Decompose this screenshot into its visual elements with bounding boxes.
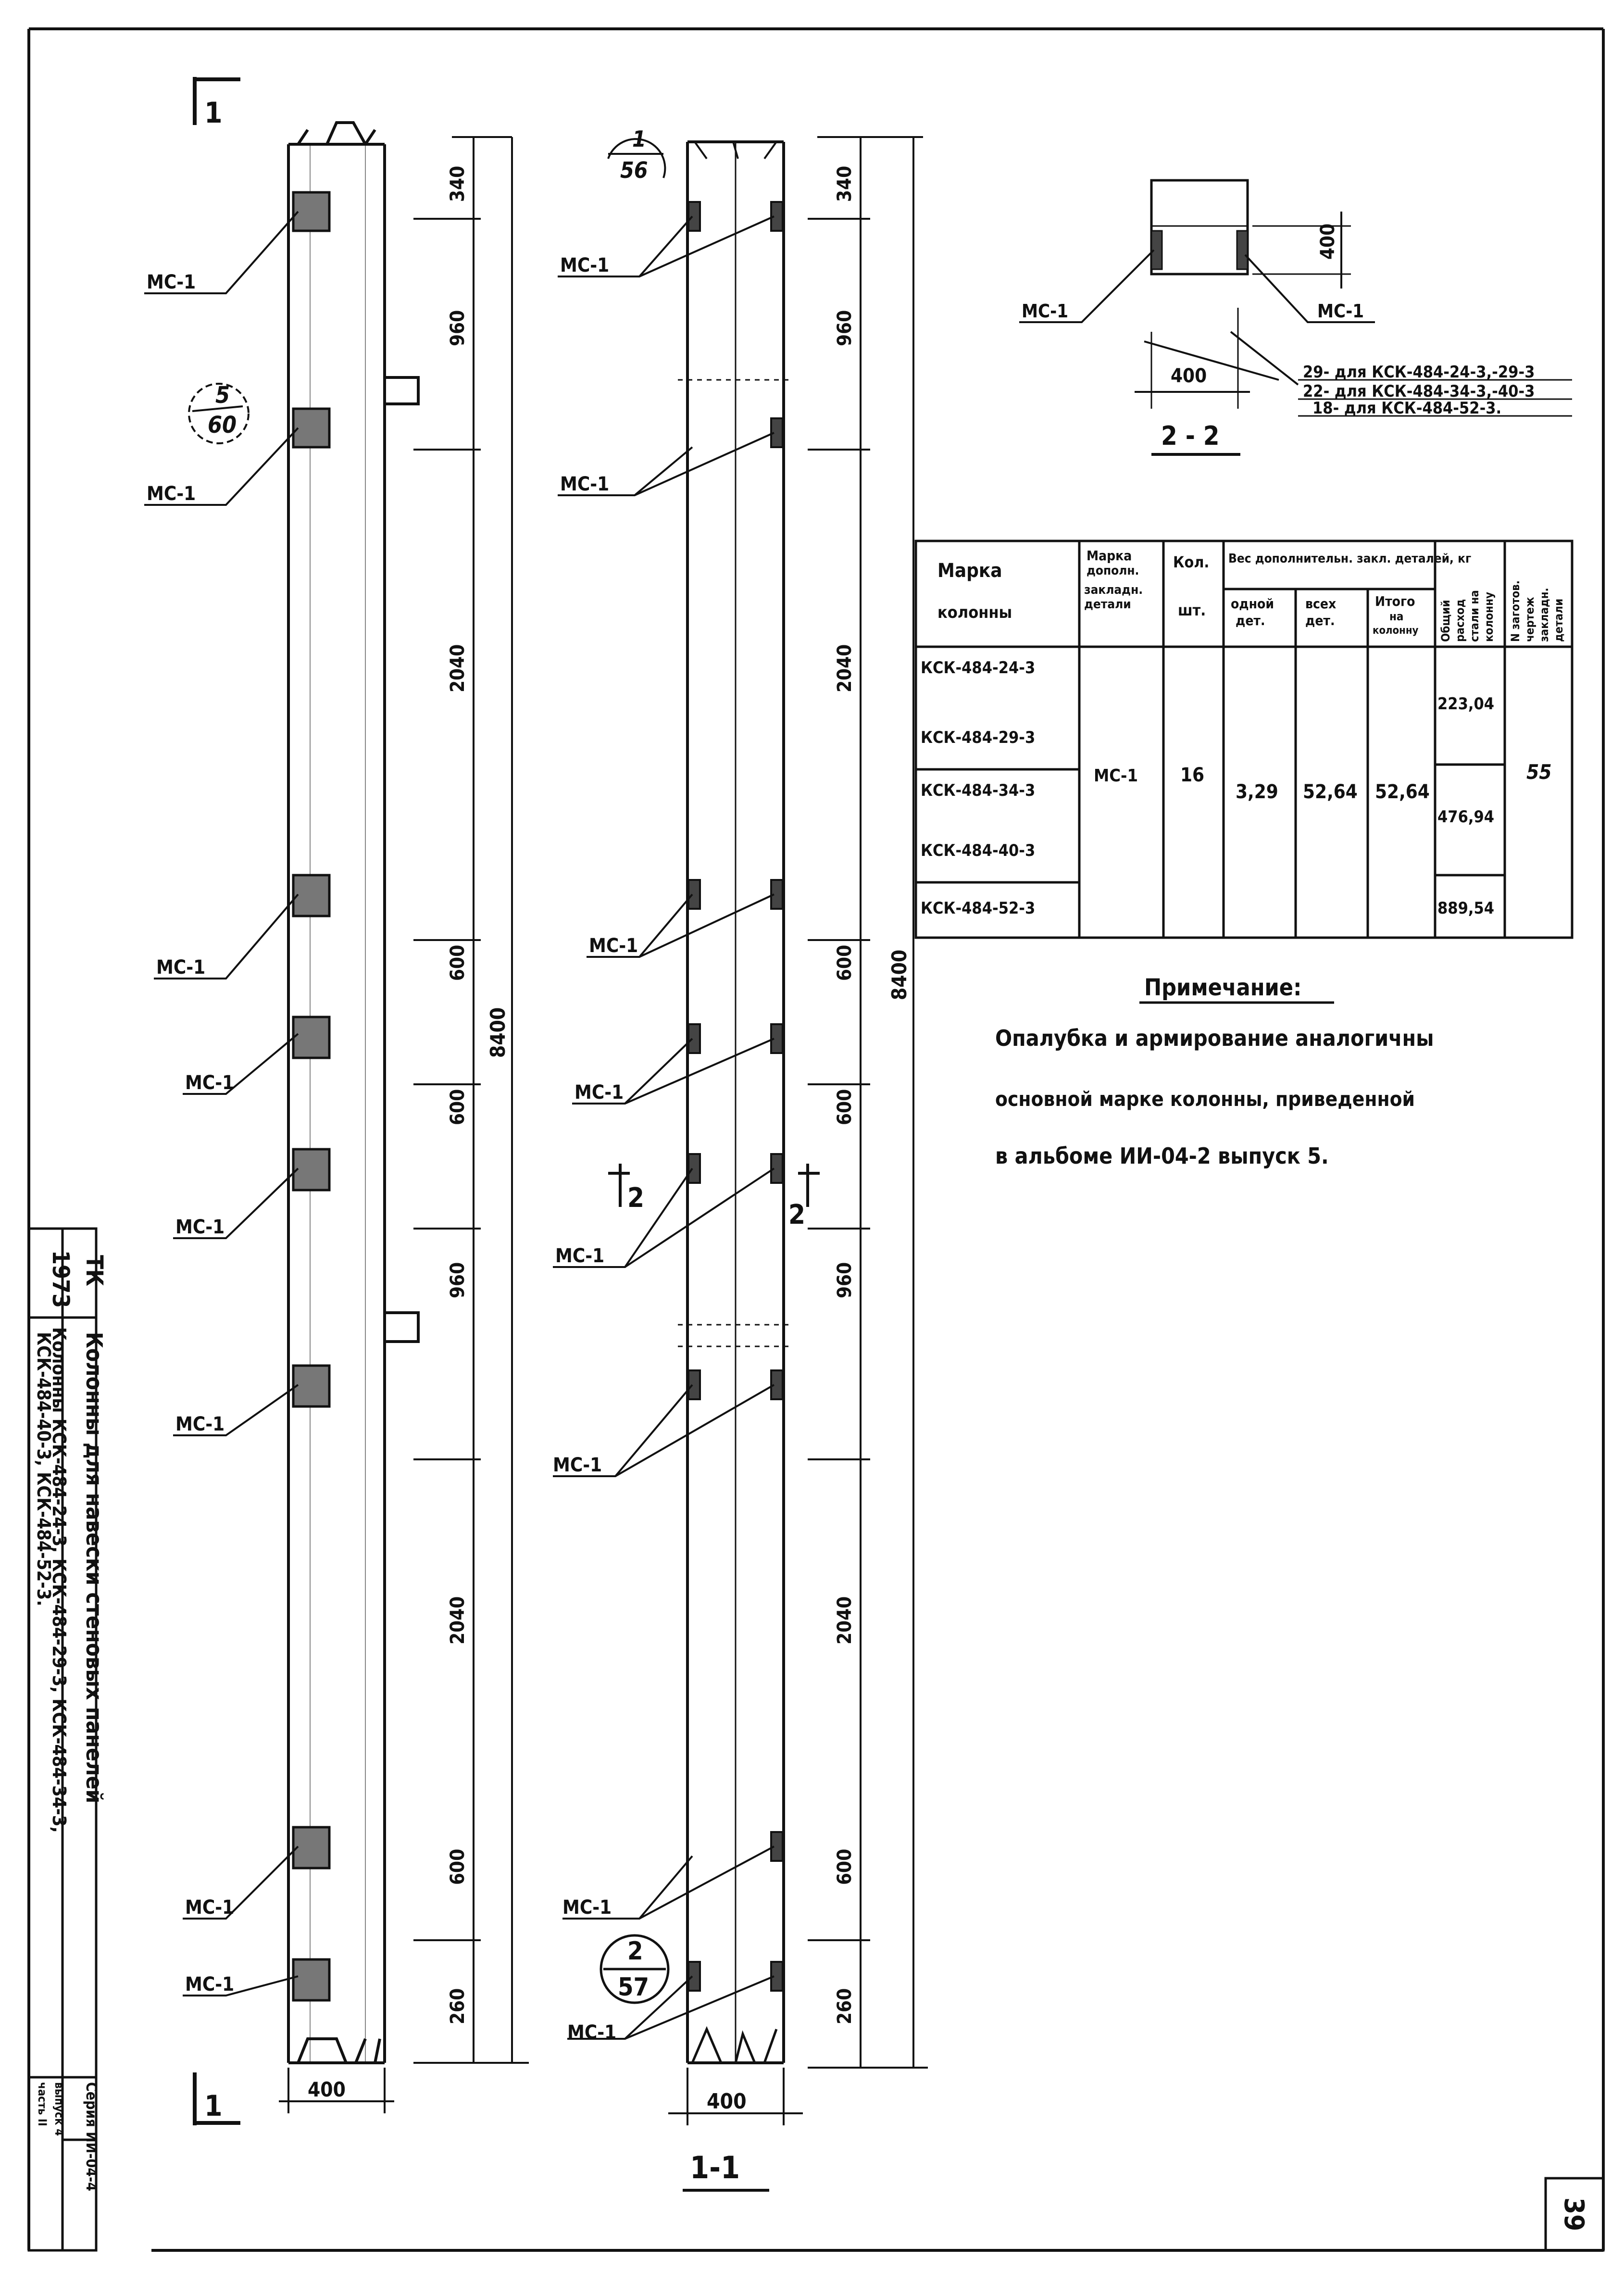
cell-itogo: 52,64 <box>1375 781 1430 803</box>
dim-960: 960 <box>834 1262 856 1298</box>
leader-labels-left <box>147 271 234 1996</box>
mc1-label: МС-1 <box>589 935 638 957</box>
mc1-label: МС-1 <box>185 1896 235 1919</box>
cut-mark-label-right: 2 <box>788 1199 806 1230</box>
note-line-2: основной марке колонны, приведенной <box>995 1087 1415 1111</box>
dim-260: 260 <box>834 1988 856 2024</box>
mc1-label: МС-1 <box>555 1245 605 1267</box>
section-dimension-chain <box>808 137 928 2068</box>
row-ksk-24: КСК-484-24-3 <box>921 658 1036 678</box>
cell-nzarp: 55 <box>1526 760 1552 784</box>
mc1-label: МС-1 <box>562 1896 612 1919</box>
header-odnoi: одной <box>1231 596 1274 612</box>
dim-960: 960 <box>447 1262 469 1298</box>
dim-960: 960 <box>447 310 469 346</box>
detail-ref-top: 2 <box>627 1937 643 1966</box>
mc1-label: МС-1 <box>185 1072 235 1094</box>
section-mark-bottom <box>195 2072 240 2125</box>
ms1-label-right: МС-1 <box>1317 301 1364 322</box>
section-2-2 <box>1019 180 1572 454</box>
leader-labels-section <box>553 254 638 2044</box>
dim-2040: 2040 <box>447 644 469 692</box>
dim-600: 600 <box>834 944 856 981</box>
detail-ref-bottom: 60 <box>208 412 237 439</box>
header-marka: Марка <box>937 560 1002 582</box>
mc1-label: МС-1 <box>560 473 610 495</box>
row-ksk-34: КСК-484-34-3 <box>921 781 1036 800</box>
dim-600: 600 <box>834 1848 856 1885</box>
row-ksk-40: КСК-484-40-3 <box>921 841 1036 860</box>
stamp-org: ТК <box>81 1255 108 1286</box>
note-line-3: в альбоме ИИ-04-2 выпуск 5. <box>995 1143 1329 1169</box>
row-ksk-29: КСК-484-29-3 <box>921 728 1036 747</box>
header-marka-det: Марка <box>1087 548 1132 564</box>
dim-2040: 2040 <box>834 1596 856 1644</box>
dim-340: 340 <box>834 165 856 202</box>
header-kol: Кол. <box>1173 553 1210 571</box>
note-title: Примечание: <box>1144 974 1302 1001</box>
section-2-2-title: 2 - 2 <box>1161 421 1220 451</box>
header-obshiy-2: стали на <box>1468 590 1481 642</box>
note-block <box>995 974 1434 1169</box>
mc1-label: МС-1 <box>156 956 206 979</box>
header-ves: Вес дополнительн. закл. деталей, кг <box>1228 552 1472 566</box>
mc1-label: МС-1 <box>560 254 610 276</box>
stamp-issue: выпуск 4 <box>52 2082 66 2136</box>
dim-600: 600 <box>447 1089 469 1125</box>
left-dimension-labels <box>447 166 510 2024</box>
detail-ref-top: 1 <box>632 126 646 152</box>
dim-960: 960 <box>834 310 856 346</box>
header-detali: детали <box>1084 597 1131 612</box>
header-kolonny: колонны <box>937 603 1012 622</box>
header-odnoi-det: дет. <box>1236 613 1265 628</box>
dim-400-width: 400 <box>1171 365 1207 387</box>
header-obshiy-3: колонну <box>1482 591 1496 642</box>
mc1-label: МС-1 <box>185 1973 235 1996</box>
left-width-label: 400 <box>308 2078 346 2101</box>
section-mark-bottom-label: 1 <box>204 2089 223 2123</box>
detail-callout-1-56 <box>608 126 665 183</box>
cell-obshiy-1: 476,94 <box>1437 807 1495 827</box>
section-1-1-title: 1-1 <box>690 2150 740 2186</box>
dim-400-height: 400 <box>1317 223 1339 260</box>
header-itogo: Итого <box>1375 593 1415 609</box>
header-sht: шт. <box>1178 601 1206 619</box>
left-dimension-chain <box>413 137 529 2063</box>
stamp-subtitle-2: КСК-484-40-3, КСК-484-52-3. <box>33 1332 54 1607</box>
cell-kol: 16 <box>1180 764 1205 786</box>
mc1-label: МС-1 <box>175 1216 225 1238</box>
break-lines <box>678 380 788 1346</box>
detail-callout-5-60 <box>189 382 249 443</box>
dim-340: 340 <box>447 165 469 202</box>
header-zakladn: закладн. <box>1084 583 1143 597</box>
section-width-label: 400 <box>707 2089 747 2114</box>
mc1-label: МС-1 <box>147 271 196 293</box>
stamp-year: 1973 <box>47 1250 74 1308</box>
mc1-label: МС-1 <box>553 1454 602 1476</box>
header-vseh: всех <box>1305 596 1337 612</box>
stamp-subtitle-1: Колонны КСК-484-24-3, КСК-484-29-3, КСК-484-34-3, <box>49 1327 70 1833</box>
note-18: 18- для КСК-484-52-3. <box>1312 399 1502 418</box>
dim-260: 260 <box>447 1988 469 2024</box>
title-stamp <box>29 1229 108 2250</box>
header-nzarp-0: N заготов. <box>1509 580 1522 642</box>
header-vseh-det: дет. <box>1305 613 1335 628</box>
header-nzarp-3: детали <box>1552 598 1565 642</box>
page-number: 39 <box>1558 2197 1589 2232</box>
cell-obshiy-0: 223,04 <box>1437 694 1495 714</box>
detail-ref-top: 5 <box>215 382 230 409</box>
detail-ref-bottom: 57 <box>618 1973 650 2002</box>
header-nzarp-2: закладн. <box>1537 588 1551 642</box>
mc1-label: МС-1 <box>175 1413 225 1435</box>
section-mark-top <box>195 77 240 130</box>
dim-600: 600 <box>447 1848 469 1885</box>
dim-total: 8400 <box>887 949 911 1000</box>
dim-total: 8400 <box>486 1007 510 1058</box>
detail-callout-2-57 <box>601 1935 668 2003</box>
cell-obshiy-2: 889,54 <box>1437 899 1495 918</box>
header-kolonnu: колонну <box>1373 625 1419 637</box>
console-lower <box>385 1313 418 1342</box>
dim-600: 600 <box>447 944 469 981</box>
note-line-1: Опалубка и армирование аналогичны <box>995 1025 1434 1051</box>
header-na: на <box>1389 610 1404 623</box>
stamp-series: Серия ИИ-04-4 <box>83 2082 100 2191</box>
header-obshiy-0: Общий <box>1439 600 1452 642</box>
mc1-label: МС-1 <box>567 2021 617 2044</box>
header-nzarp-1: чертеж <box>1523 597 1537 642</box>
dim-600: 600 <box>834 1089 856 1125</box>
embedded-plates-left <box>293 192 329 2000</box>
leaders-left <box>144 212 298 1996</box>
left-column-elevation <box>144 77 529 2125</box>
cut-mark-label-left: 2 <box>627 1182 645 1214</box>
row-ksk-52: КСК-484-52-3 <box>921 899 1036 918</box>
cell-vseh: 52,64 <box>1303 781 1358 803</box>
detail-ref-bottom: 56 <box>620 157 648 183</box>
section-mark-top-label: 1 <box>204 96 223 130</box>
console-upper <box>385 377 418 404</box>
dim-2040: 2040 <box>447 1596 469 1644</box>
section-1-1 <box>553 126 928 2190</box>
ms1-label-left: МС-1 <box>1022 301 1069 322</box>
stamp-part: часть II <box>36 2082 49 2126</box>
cell-marka-detali: МС-1 <box>1094 766 1138 786</box>
note-22: 22- для КСК-484-34-3,-40-3 <box>1303 382 1535 401</box>
header-dopoln: дополн. <box>1087 564 1139 578</box>
materials-table <box>916 541 1572 938</box>
page-number-box <box>1546 2178 1603 2250</box>
section-dimension-labels <box>834 166 911 2024</box>
sheet-frame <box>29 29 1603 2250</box>
header-obshiy <box>1439 590 1496 642</box>
mc1-label: МС-1 <box>575 1081 624 1104</box>
note-29: 29- для КСК-484-24-3,-29-3 <box>1303 363 1535 382</box>
stamp-title: Колонны для навески стеновых панелей <box>81 1332 107 1804</box>
dim-2040: 2040 <box>834 644 856 692</box>
header-nzarp <box>1509 580 1565 642</box>
cell-odnoi: 3,29 <box>1236 781 1278 803</box>
header-obshiy-1: расход <box>1453 599 1467 642</box>
mc1-label: МС-1 <box>147 483 196 505</box>
